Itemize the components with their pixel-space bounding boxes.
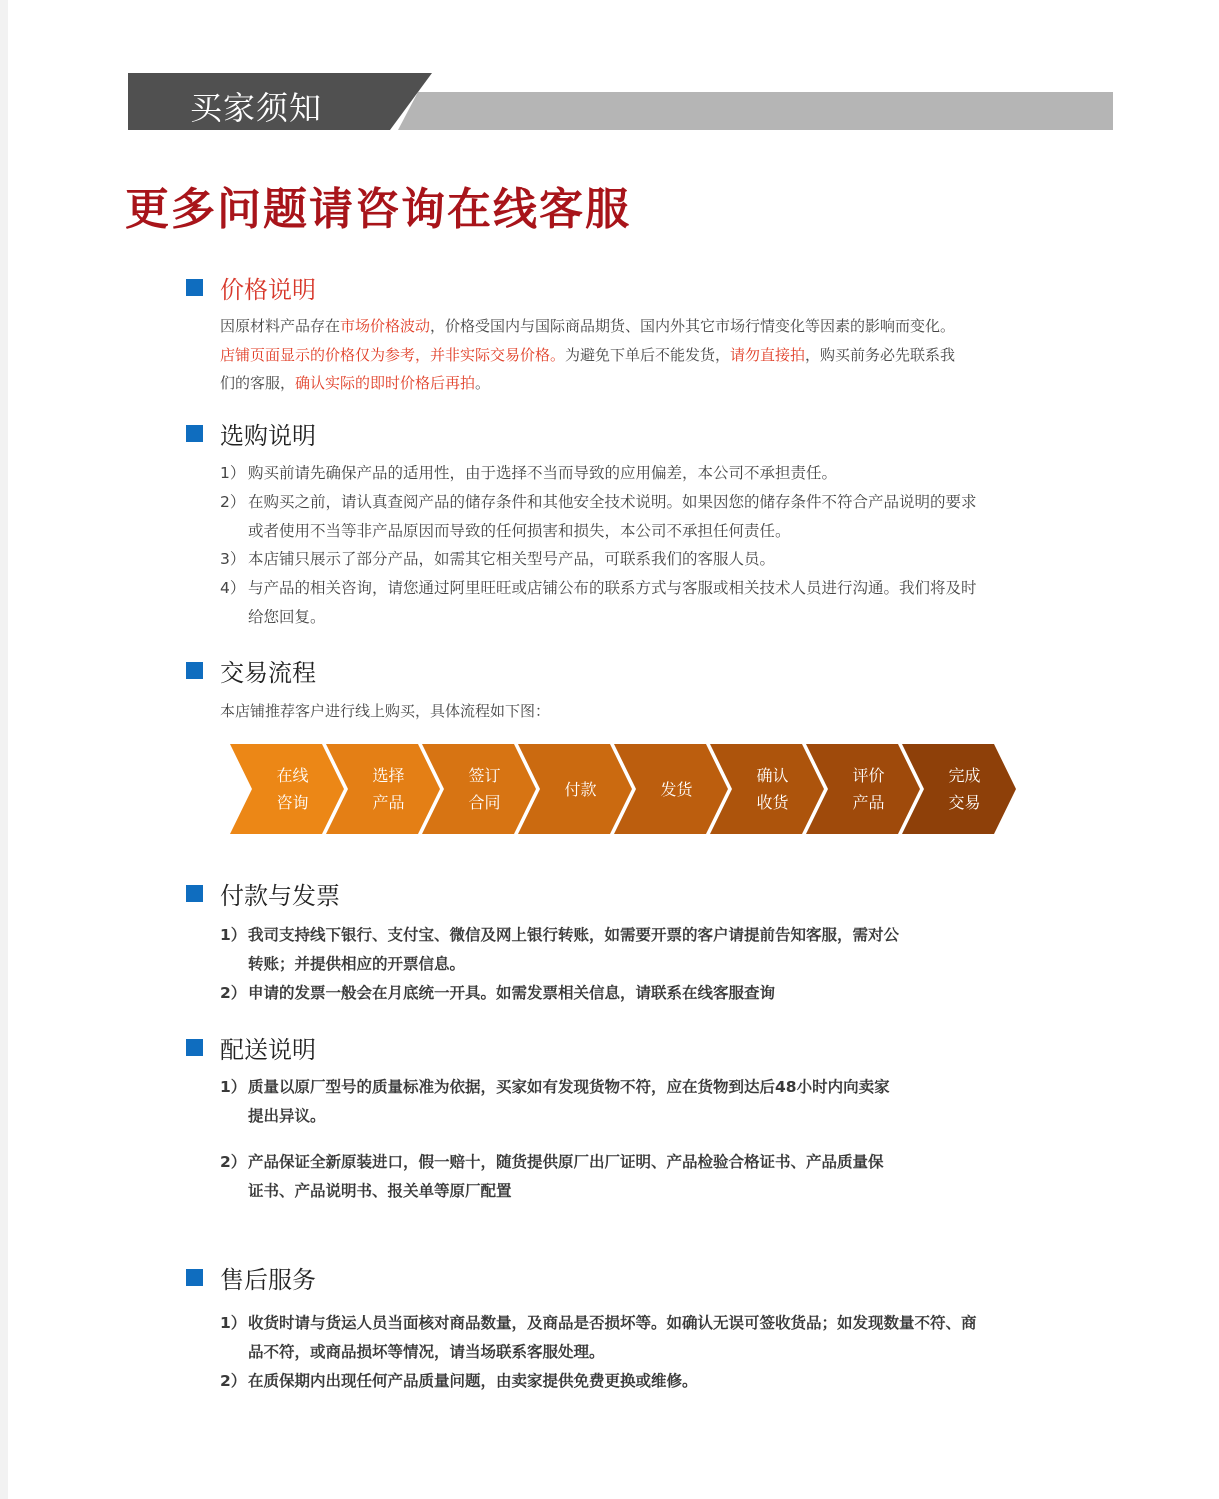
item-body <box>248 488 977 545</box>
text: ，价格受国内与国际商品期货、国内外其它市场行情变化等因素的影响而变化。 <box>430 317 956 335</box>
item-line: 转账；并提供相应的开票信息。 <box>248 954 466 973</box>
item-body <box>248 574 977 631</box>
process-flow-chart <box>230 744 1020 834</box>
process-step-label <box>348 744 429 834</box>
item-line: 品不符，或商品损坏等情况，请当场联系客服处理。 <box>248 1342 605 1361</box>
process-step-label <box>924 744 1005 834</box>
highlight-text: 确认实际的即时价格后再拍 <box>295 374 476 392</box>
section-square-icon <box>186 279 203 296</box>
process-step-text: 收货 <box>756 793 789 812</box>
page-headline: 更多问题请咨询在线客服 <box>125 184 631 235</box>
item-number: 1） <box>220 1314 247 1332</box>
item-line: 我司支持线下银行、支付宝、微信及网上银行转账，如需要开票的客户请提前告知客服，需对公 <box>248 926 900 944</box>
section-delivery-heading <box>186 1032 316 1062</box>
item-line: 本店铺只展示了部分产品，如需其它相关型号产品，可联系我们的客服人员。 <box>248 550 776 568</box>
highlight-text: 店铺页面显示的价格仅为参考，并非实际交易价格。 <box>220 345 566 364</box>
section-aftersale-heading <box>186 1262 316 1292</box>
item-body <box>248 1309 977 1366</box>
item-number: 1） <box>220 926 247 944</box>
item-number: 2） <box>220 1153 247 1171</box>
banner-title: 买家须知 <box>190 89 323 127</box>
item-body <box>248 979 775 1008</box>
process-step-text: 产品 <box>852 793 885 812</box>
section-payment-heading <box>186 878 340 908</box>
item-number: 1） <box>220 1078 247 1096</box>
item-line: 产品保证全新原装进口，假一赔十，随货提供原厂出厂证明、产品检验合格证书、产品质量保 <box>248 1153 884 1171</box>
process-step-text: 付款 <box>564 779 597 799</box>
item-line: 购买前请先确保产品的适用性，由于选择不当而导致的应用偏差，本公司不承担责任。 <box>248 464 838 482</box>
item-line: 与产品的相关咨询，请您通过阿里旺旺或店铺公布的联系方式与客服或相关技术人员进行沟通。我们将及时 <box>248 579 977 597</box>
section-purchase-heading <box>186 418 316 448</box>
item-line: 收货时请与货运人员当面核对商品数量，及商品是否损坏等。如确认无误可签收货品；如发现数量不符、商 <box>248 1314 977 1332</box>
process-step-label <box>828 744 909 834</box>
process-step-text: 合同 <box>468 793 501 812</box>
section-title: 交易流程 <box>220 658 316 687</box>
section-square-icon <box>186 425 203 442</box>
process-step-label <box>540 744 621 834</box>
price-line-1 <box>220 312 1080 341</box>
highlight-text: 请勿直接拍 <box>730 345 806 364</box>
text: 为避免下单后不能发货， <box>565 345 731 364</box>
process-step-label <box>252 744 333 834</box>
item-line: 在购买之前，请认真查阅产品的储存条件和其他安全技术说明。如果因您的储存条件不符合产品说明的要求 <box>248 493 977 511</box>
section-square-icon <box>186 1039 203 1056</box>
section-square-icon <box>186 662 203 679</box>
item-line: 给您回复。 <box>248 607 326 626</box>
text: 。 <box>475 374 491 392</box>
section-title: 配送说明 <box>220 1035 316 1064</box>
price-line-3 <box>220 369 1080 398</box>
text: 们的客服， <box>220 374 296 392</box>
process-step-label <box>636 744 717 834</box>
item-number: 2） <box>220 493 246 511</box>
process-step-text: 评价 <box>852 766 885 785</box>
item-line: 在质保期内出现任何产品质量问题，由卖家提供免费更换或维修。 <box>248 1372 698 1390</box>
item-body <box>248 921 899 978</box>
section-title: 选购说明 <box>220 421 316 450</box>
header-banner <box>128 73 1113 130</box>
page-left-edge <box>0 0 8 1499</box>
process-step-text: 签订 <box>468 766 501 785</box>
process-step-label <box>444 744 525 834</box>
item-number: 2） <box>220 984 247 1002</box>
text: 因原材料产品存在 <box>220 317 341 335</box>
process-intro: 本店铺推荐客户进行线上购买，具体流程如下图： <box>220 702 551 720</box>
process-step-text: 发货 <box>660 779 693 799</box>
process-step-text: 交易 <box>948 793 981 812</box>
item-number: 3） <box>220 550 246 568</box>
item-body <box>248 545 775 574</box>
section-title: 价格说明 <box>220 275 316 304</box>
process-step-text: 产品 <box>372 793 405 812</box>
item-number: 2） <box>220 1372 247 1390</box>
item-line: 证书、产品说明书、报关单等原厂配置 <box>248 1181 512 1200</box>
item-line: 质量以原厂型号的质量标准为依据，买家如有发现货物不符，应在货物到达后48小时内向卖家 <box>248 1078 890 1096</box>
item-number: 1） <box>220 464 246 482</box>
section-process-heading <box>186 655 316 685</box>
text: ，购买前务必先联系我 <box>805 345 956 364</box>
price-paragraph <box>220 312 1080 398</box>
item-line: 申请的发票一般会在月底统一开具。如需发票相关信息，请联系在线客服查询 <box>248 984 776 1002</box>
section-price-heading <box>186 272 316 302</box>
process-step-text: 确认 <box>756 766 789 785</box>
process-step-text: 选择 <box>372 766 405 785</box>
highlight-text: 市场价格波动 <box>340 317 431 335</box>
price-line-2 <box>220 341 1080 370</box>
item-body <box>248 1367 698 1396</box>
item-body <box>248 1148 884 1205</box>
process-step-text: 咨询 <box>276 793 309 812</box>
section-square-icon <box>186 1269 203 1286</box>
item-line: 提出异议。 <box>248 1106 326 1125</box>
item-number: 4） <box>220 579 246 597</box>
process-step-text: 完成 <box>948 766 981 785</box>
process-step-text: 在线 <box>276 766 309 785</box>
process-step-label <box>732 744 813 834</box>
section-title: 售后服务 <box>220 1265 316 1294</box>
section-title: 付款与发票 <box>220 881 340 910</box>
section-square-icon <box>186 885 203 902</box>
item-body <box>248 1073 890 1130</box>
item-line: 或者使用不当等非产品原因而导致的任何损害和损失，本公司不承担任何责任。 <box>248 521 791 540</box>
item-body <box>248 459 837 488</box>
